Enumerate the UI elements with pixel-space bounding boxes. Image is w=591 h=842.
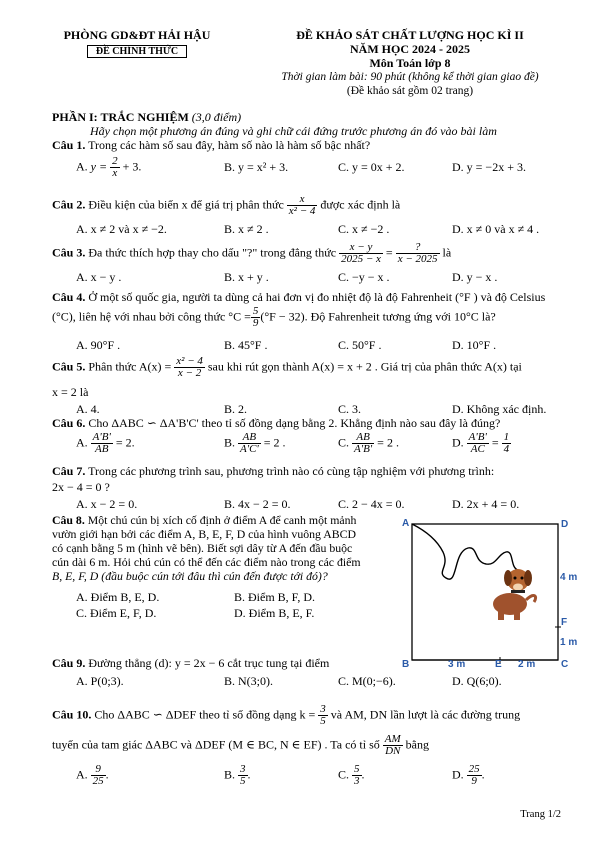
time-limit: Thời gian làm bài: 90 phút (không kể thời gian giao đề) xyxy=(281,71,539,83)
point-a-label: A xyxy=(402,518,410,529)
q4-option-a[interactable]: A. 90°F . xyxy=(76,338,121,352)
page-number: Trang 1/2 xyxy=(520,809,561,820)
question-5: Câu 5. Phân thức A(x) = $\frac{\text{x² − 4}}{x - 2}$ sau khi rút gọn thành A(x) = x + 2 . Giá trị của phân thức A(x) tại xyxy=(52,355,522,379)
q6-option-a[interactable]: A. $\frac{A'B'}{AB}$ = 2. xyxy=(76,431,135,455)
q7-option-b[interactable]: B. 4x − 2 = 0. xyxy=(224,497,291,511)
question-7-line2: 2x − 4 = 0 ? xyxy=(52,480,110,494)
q3-option-c[interactable]: C. −y − x . xyxy=(338,270,390,284)
q5-option-d[interactable]: D. Không xác định. xyxy=(452,402,547,416)
q2-option-b[interactable]: B. x ≠ 2 . xyxy=(224,222,269,236)
q9-option-d[interactable]: D. Q(6;0). xyxy=(452,674,502,688)
exam-title: ĐỀ KHẢO SÁT CHẤT LƯỢNG HỌC KÌ II xyxy=(296,28,524,42)
question-10-line2: tuyến của tam giác ΔABC và ΔDEF (M ∈ BC, N ∈ EF) . Ta có tỉ số $\frac{AM}{DN}$ bằng xyxy=(52,733,429,757)
school-year: NĂM HỌC 2024 - 2025 xyxy=(350,42,470,56)
official-badge: ĐỀ CHÍNH THỨC xyxy=(87,45,187,58)
question-7: Câu 7. Trong các phương trình sau, phương trình nào có cùng tập nghiệm với phương trình: xyxy=(52,464,495,478)
question-8: Câu 8. Một chú cún bị xích cố định ở điểm A để canh một mảnh vườn giới hạn bởi các điểm A, B, E, F, D của hình vuông ABCD có cạnh bằng 5 m (hình vẽ bên). Biết sợi dây từ A đến đầu buộc cún dài 6 m. Hỏi chú cún có thể đến các điểm nào trong các điểm B, E, F, D (đầu buộc cún tới đâu thì cún đến được tới đó)? xyxy=(52,513,361,583)
q10-option-a[interactable]: A. $\frac{9}{25}$ . xyxy=(76,763,109,787)
header-left xyxy=(52,28,222,58)
q9-option-c[interactable]: C. M(0;−6). xyxy=(338,674,396,688)
question-10: Câu 10. Cho ΔABC ∽ ΔDEF theo tỉ số đồng dạng k = $\frac{3}{5}$ và AM, DN lần lượt là các đường trung xyxy=(52,703,521,727)
label-2m: 2 m xyxy=(518,659,536,670)
subject: Môn Toán lớp 8 xyxy=(369,56,451,70)
q9-option-b[interactable]: B. N(3;0). xyxy=(224,674,273,688)
point-f-label: F xyxy=(561,617,568,628)
q3-option-d[interactable]: D. y − x . xyxy=(452,270,498,284)
garden-figure xyxy=(398,512,578,672)
q1-option-b[interactable]: B. y = x² + 3. xyxy=(224,160,289,174)
header-right xyxy=(250,28,570,98)
q5-option-b[interactable]: B. 2. xyxy=(224,402,248,416)
q8-option-d[interactable]: D. Điểm B, E, F. xyxy=(234,606,315,620)
q4-option-c[interactable]: C. 50°F . xyxy=(338,338,382,352)
q7-option-c[interactable]: C. 2 − 4x = 0. xyxy=(338,497,405,511)
page-count: (Đề khảo sát gồm 02 trang) xyxy=(346,85,474,97)
part1-instruction: Hãy chọn một phương án đúng và ghi chữ cái đứng trước phương án đó vào bài làm xyxy=(90,124,497,138)
point-c-label: C xyxy=(561,659,569,670)
square-abcd xyxy=(412,524,558,660)
label-4m: 4 m xyxy=(560,572,578,583)
q1-option-c[interactable]: C. y = 0x + 2. xyxy=(338,160,405,174)
q5-option-a[interactable]: A. 4. xyxy=(76,402,100,416)
question-3: Câu 3. Đa thức thích hợp thay cho dấu "?" trong đẳng thức $\frac{x - y}{2025 - x}$ = ? x − 2025 là xyxy=(52,241,452,265)
q2-option-c[interactable]: C. x ≠ −2 . xyxy=(338,222,390,236)
q1-option-a[interactable]: A. y = $\frac{2}{x}$ + 3. xyxy=(76,155,142,179)
department: PHÒNG GD&ĐT HẢI HẬU xyxy=(63,28,211,42)
point-d-label: D xyxy=(561,519,569,530)
question-1: Câu 1. Trong các hàm số sau đây, hàm số nào là hàm số bậc nhất? xyxy=(52,138,371,152)
q4-option-b[interactable]: B. 45°F . xyxy=(224,338,268,352)
q6-option-c[interactable]: C. $\frac{AB}{A'B'}$ = 2 . xyxy=(338,431,399,455)
label-1m: 1 m xyxy=(560,637,578,648)
question-2: Câu 2. Điều kiện của biến x để giá trị phân thức $\frac{x}{\text{x² − 4}}$ được xác định là xyxy=(52,193,401,217)
q2-option-a[interactable]: A. x ≠ 2 và x ≠ −2. xyxy=(76,222,167,236)
q8-option-c[interactable]: C. Điểm E, F, D. xyxy=(76,606,157,620)
question-5-line2: x = 2 là xyxy=(52,385,89,399)
label-3m: 3 m xyxy=(448,659,466,670)
q3-option-b[interactable]: B. x + y . xyxy=(224,270,269,284)
question-9: Câu 9. Đường thẳng (d): y = 2x − 6 cắt trục tung tại điểm xyxy=(52,656,330,670)
part1-title: PHẦN I: TRẮC NGHIỆM (3,0 điểm) xyxy=(52,110,242,124)
q7-option-d[interactable]: D. 2x + 4 = 0. xyxy=(452,497,520,511)
q7-option-a[interactable]: A. x − 2 = 0. xyxy=(76,497,138,511)
point-e-label: E xyxy=(495,659,502,670)
point-b-label: B xyxy=(402,659,410,670)
q9-option-a[interactable]: A. P(0;3). xyxy=(76,674,124,688)
chain-rope xyxy=(412,524,518,579)
q6-option-b[interactable]: B. $\frac{AB}{A'C'}$ = 2 . xyxy=(224,431,286,455)
q6-option-d[interactable]: D. $\frac{A'B'}{AC}$ = $\frac{1}{4}$ xyxy=(452,431,510,455)
q1-option-d[interactable]: D. y = −2x + 3. xyxy=(452,160,526,174)
q10-option-c[interactable]: C. $\frac{5}{3}$ . xyxy=(338,763,365,787)
q3-option-a[interactable]: A. x − y . xyxy=(76,270,122,284)
q2-fraction: $\frac{x}{\text{x² − 4}}$ xyxy=(288,193,316,217)
q8-option-b[interactable]: B. Điểm B, F, D. xyxy=(234,590,316,604)
q2-option-d[interactable]: D. x ≠ 0 và x ≠ 4 . xyxy=(452,222,540,236)
question-6: Câu 6. Cho ΔABC ∽ ΔA'B'C' theo tỉ số đồng dạng bằng 2. Khẳng định nào sau đây là đúng? xyxy=(52,416,501,430)
q5-option-c[interactable]: C. 3. xyxy=(338,402,362,416)
question-4-line2: (°C), liên hệ với nhau bởi công thức °C = $\frac{5}{9}$ (°F − 32). Độ Fahrenheit tương ứng với 10°C là? xyxy=(52,305,496,329)
dog-icon xyxy=(493,569,536,620)
q8-option-a[interactable]: A. Điểm B, E, D. xyxy=(76,590,160,604)
q4-option-d[interactable]: D. 10°F . xyxy=(452,338,497,352)
question-4: Câu 4. Ở một số quốc gia, người ta dùng cả hai đơn vị đo nhiệt độ là độ Fahrenheit (°F ) và độ Celsius xyxy=(52,290,546,304)
q10-option-d[interactable]: D. $\frac{25}{9}$ . xyxy=(452,763,485,787)
q10-option-b[interactable]: B. $\frac{3}{5}$ . xyxy=(224,763,251,787)
